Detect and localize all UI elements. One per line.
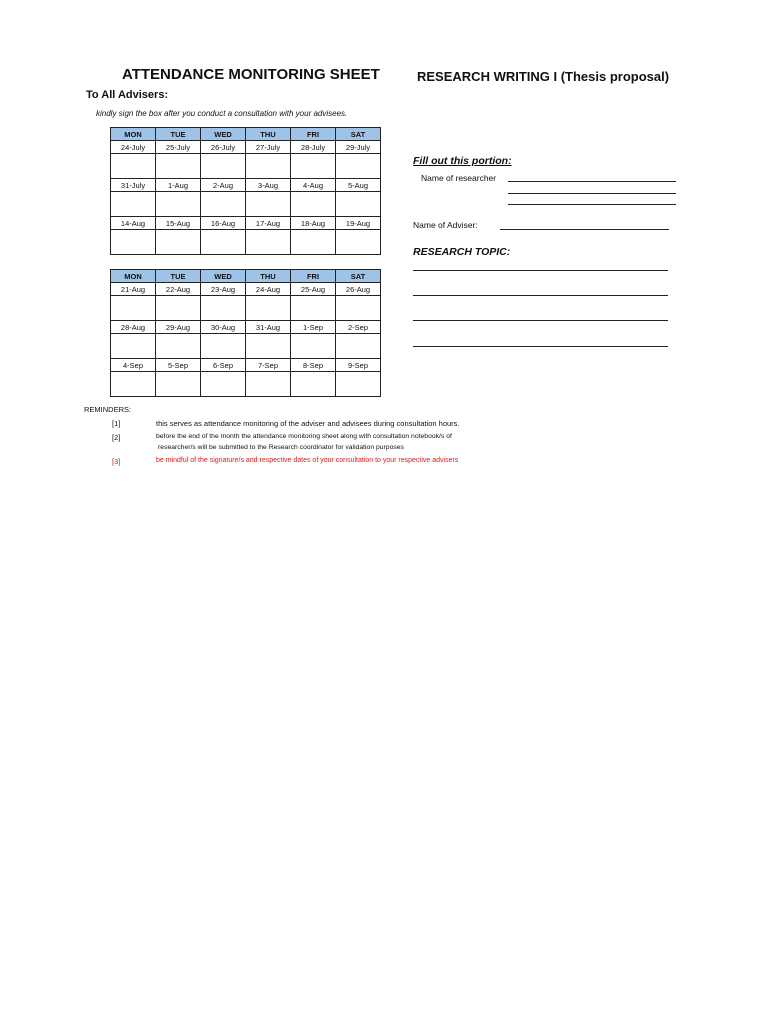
topic-line-4[interactable] xyxy=(413,346,668,347)
signature-box[interactable] xyxy=(201,296,246,321)
researcher-line-1[interactable] xyxy=(508,181,676,182)
date-cell: 2-Sep xyxy=(336,321,381,334)
date-cell: 29-Aug xyxy=(156,321,201,334)
reminder-2-number: [2] xyxy=(112,433,121,442)
adviser-label: Name of Adviser: xyxy=(413,220,478,230)
signature-box[interactable] xyxy=(291,372,336,397)
date-cell: 22-Aug xyxy=(156,283,201,296)
date-cell: 23-Aug xyxy=(201,283,246,296)
reminder-3-text: be mindful of the signature/s and respective dates of your consultation to your respective advisers xyxy=(156,457,459,464)
reminder-2-text: before the end of the month the attendance monitoring sheet along with consultation notebook/s of xyxy=(156,433,452,440)
date-cell: 6-Sep xyxy=(201,359,246,372)
calendar-block-2 xyxy=(110,269,381,397)
signature-box[interactable] xyxy=(111,154,156,179)
signature-box[interactable] xyxy=(111,334,156,359)
date-cell: 5-Sep xyxy=(156,359,201,372)
signature-box[interactable] xyxy=(156,192,201,217)
day-header: WED xyxy=(201,128,246,141)
date-cell: 26-July xyxy=(201,141,246,154)
date-cell: 27-July xyxy=(246,141,291,154)
signature-box[interactable] xyxy=(201,154,246,179)
day-header: SAT xyxy=(336,128,381,141)
topic-label: RESEARCH TOPIC: xyxy=(413,246,511,258)
signature-box[interactable] xyxy=(246,230,291,255)
date-cell: 26-Aug xyxy=(336,283,381,296)
date-cell: 14-Aug xyxy=(111,217,156,230)
date-cell: 25-Aug xyxy=(291,283,336,296)
researcher-label: Name of researcher xyxy=(421,173,497,183)
date-cell: 5-Aug xyxy=(336,179,381,192)
date-cell: 29-July xyxy=(336,141,381,154)
signature-box[interactable] xyxy=(336,296,381,321)
date-cell: 1-Aug xyxy=(156,179,201,192)
signature-box[interactable] xyxy=(201,230,246,255)
signature-box[interactable] xyxy=(336,372,381,397)
date-cell: 3-Aug xyxy=(246,179,291,192)
date-cell: 17-Aug xyxy=(246,217,291,230)
topic-line-1[interactable] xyxy=(413,270,668,271)
instruction-text: kindly sign the box after you conduct a consultation with your advisees. xyxy=(96,109,348,118)
calendar-block-1 xyxy=(110,127,381,255)
day-header: TUE xyxy=(156,270,201,283)
date-cell: 28-Aug xyxy=(111,321,156,334)
researcher-line-3[interactable] xyxy=(508,204,676,205)
day-header: FRI xyxy=(291,128,336,141)
date-cell: 31-Aug xyxy=(246,321,291,334)
date-cell: 25-July xyxy=(156,141,201,154)
signature-box[interactable] xyxy=(201,334,246,359)
signature-box[interactable] xyxy=(111,372,156,397)
date-cell: 4-Sep xyxy=(111,359,156,372)
signature-box[interactable] xyxy=(336,334,381,359)
reminders-title: REMINDERS: xyxy=(84,405,132,414)
date-cell: 30-Aug xyxy=(201,321,246,334)
signature-box[interactable] xyxy=(291,154,336,179)
date-cell: 24-July xyxy=(111,141,156,154)
signature-box[interactable] xyxy=(246,334,291,359)
date-cell: 9-Sep xyxy=(336,359,381,372)
signature-box[interactable] xyxy=(111,296,156,321)
day-header: TUE xyxy=(156,128,201,141)
date-cell: 19-Aug xyxy=(336,217,381,230)
signature-box[interactable] xyxy=(156,296,201,321)
signature-box[interactable] xyxy=(111,192,156,217)
signature-box[interactable] xyxy=(246,192,291,217)
signature-box[interactable] xyxy=(291,230,336,255)
date-cell: 8-Sep xyxy=(291,359,336,372)
signature-box[interactable] xyxy=(156,372,201,397)
reminder-3-number: [3] xyxy=(112,457,121,466)
signature-box[interactable] xyxy=(246,372,291,397)
signature-box[interactable] xyxy=(246,154,291,179)
reminder-1-number: [1] xyxy=(112,419,121,428)
topic-line-2[interactable] xyxy=(413,295,668,296)
course-title: RESEARCH WRITING I (Thesis proposal) xyxy=(417,69,670,84)
day-header: FRI xyxy=(291,270,336,283)
signature-box[interactable] xyxy=(201,192,246,217)
reminder-1-text: this serves as attendance monitoring of the adviser and advisees during consultation hours. xyxy=(156,419,460,428)
adviser-line[interactable] xyxy=(500,229,669,230)
day-header: WED xyxy=(201,270,246,283)
day-header: SAT xyxy=(336,270,381,283)
form-title: Fill out this portion: xyxy=(413,155,512,167)
date-cell: 1-Sep xyxy=(291,321,336,334)
day-header: THU xyxy=(246,128,291,141)
topic-line-3[interactable] xyxy=(413,320,668,321)
researcher-line-2[interactable] xyxy=(508,193,676,194)
signature-box[interactable] xyxy=(156,154,201,179)
date-cell: 2-Aug xyxy=(201,179,246,192)
signature-box[interactable] xyxy=(336,192,381,217)
date-cell: 15-Aug xyxy=(156,217,201,230)
date-cell: 4-Aug xyxy=(291,179,336,192)
signature-box[interactable] xyxy=(201,372,246,397)
signature-box[interactable] xyxy=(156,230,201,255)
date-cell: 18-Aug xyxy=(291,217,336,230)
date-cell: 28-July xyxy=(291,141,336,154)
day-header: MON xyxy=(111,270,156,283)
signature-box[interactable] xyxy=(246,296,291,321)
signature-box[interactable] xyxy=(291,192,336,217)
signature-box[interactable] xyxy=(291,334,336,359)
reminder-2-text-cont: researcher/s will be submitted to the Research coordinator for validation purposes xyxy=(158,444,404,451)
signature-box[interactable] xyxy=(336,154,381,179)
date-cell: 16-Aug xyxy=(201,217,246,230)
day-header: THU xyxy=(246,270,291,283)
signature-box[interactable] xyxy=(111,230,156,255)
date-cell: 7-Sep xyxy=(246,359,291,372)
date-cell: 21-Aug xyxy=(111,283,156,296)
signature-box[interactable] xyxy=(156,334,201,359)
signature-box[interactable] xyxy=(291,296,336,321)
day-header: MON xyxy=(111,128,156,141)
sheet-title: ATTENDANCE MONITORING SHEET xyxy=(122,66,380,83)
signature-box[interactable] xyxy=(336,230,381,255)
salutation: To All Advisers: xyxy=(86,89,169,101)
date-cell: 31-July xyxy=(111,179,156,192)
date-cell: 24-Aug xyxy=(246,283,291,296)
